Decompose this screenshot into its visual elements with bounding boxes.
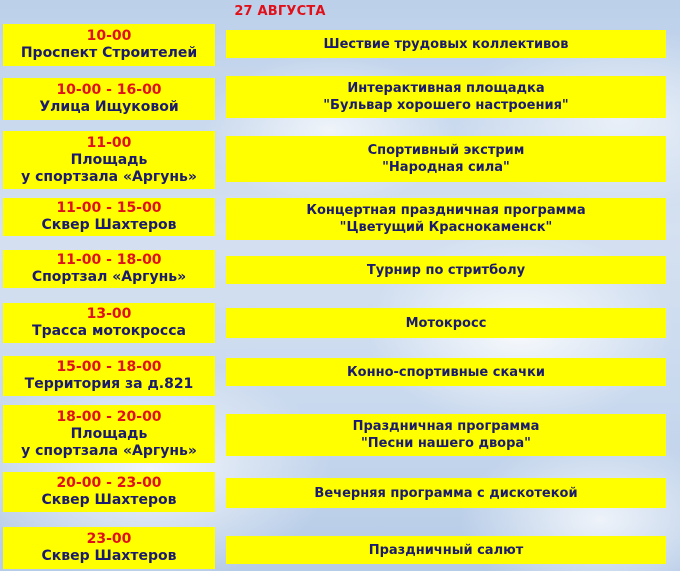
time-7: 15-00 - 18-00	[56, 359, 162, 375]
schedule-event-7	[226, 358, 666, 386]
event-9-line-1: Вечерняя программа с дискотекой	[314, 485, 578, 501]
schedule-event-1	[226, 30, 666, 58]
date-heading: 27 АВГУСТА	[234, 4, 326, 19]
place-8-line-1: Площадь	[70, 425, 148, 442]
time-6: 13-00	[86, 306, 132, 322]
place-6-line-1: Трасса мотокросса	[32, 323, 186, 339]
event-3-line-2: "Народная сила"	[382, 160, 510, 175]
place-3-line-2: у спортзала «Аргунь»	[21, 168, 197, 185]
time-5: 11-00 - 18-00	[56, 252, 162, 268]
place-2-line-1: Улица Ищуковой	[39, 99, 179, 115]
event-4-line-2: "Цветущий Краснокаменск"	[339, 220, 553, 235]
schedule-event-3	[226, 136, 666, 182]
event-6-line-1: Мотокросс	[405, 315, 487, 331]
schedule-event-5	[226, 256, 666, 284]
schedule-event-10	[226, 536, 666, 564]
place-7-line-1: Территория за д.821	[24, 376, 194, 392]
schedule-time-place-4	[3, 198, 215, 236]
event-4-line-1: Концертная праздничная программа	[306, 203, 586, 218]
schedule-time-place-5	[3, 250, 215, 288]
event-10-line-1: Праздничный салют	[368, 542, 524, 558]
schedule-event-6	[226, 308, 666, 338]
time-1: 10-00	[86, 28, 132, 44]
place-1-line-1: Проспект Строителей	[20, 45, 198, 61]
schedule-event-2	[226, 76, 666, 118]
event-8-line-1: Праздничная программа	[352, 419, 540, 434]
place-4-line-1: Сквер Шахтеров	[41, 217, 177, 233]
event-2-line-1: Интерактивная площадка	[347, 81, 545, 96]
event-7-line-1: Конно-спортивные скачки	[347, 364, 545, 380]
schedule-time-place-2	[3, 78, 215, 120]
time-10: 23-00	[86, 531, 132, 547]
schedule-event-8	[226, 414, 666, 456]
schedule-event-9	[226, 478, 666, 508]
place-5-line-1: Спортзал «Аргунь»	[31, 269, 187, 285]
event-1-line-1: Шествие трудовых коллективов	[323, 36, 569, 52]
schedule-time-place-3	[3, 131, 215, 189]
schedule-time-place-9	[3, 472, 215, 512]
event-8-line-2: "Песни нашего двора"	[361, 436, 531, 451]
time-8: 18-00 - 20-00	[56, 408, 162, 425]
place-9-line-1: Сквер Шахтеров	[41, 492, 177, 508]
time-3: 11-00	[86, 134, 132, 151]
place-10-line-1: Сквер Шахтеров	[41, 548, 177, 564]
schedule-time-place-6	[3, 303, 215, 343]
schedule-event-4	[226, 198, 666, 240]
time-2: 10-00 - 16-00	[56, 82, 162, 98]
time-9: 20-00 - 23-00	[56, 475, 162, 491]
event-3-line-1: Спортивный экстрим	[367, 143, 525, 158]
event-2-line-2: "Бульвар хорошего настроения"	[323, 98, 569, 113]
place-8-line-2: у спортзала «Аргунь»	[21, 442, 197, 459]
schedule-time-place-10	[3, 527, 215, 569]
schedule-time-place-8	[3, 405, 215, 463]
event-5-line-1: Турнир по стритболу	[366, 262, 526, 278]
page-title	[0, 4, 680, 19]
schedule-time-place-7	[3, 356, 215, 396]
schedule-time-place-1	[3, 24, 215, 66]
time-4: 11-00 - 15-00	[56, 200, 162, 216]
place-3-line-1: Площадь	[70, 151, 148, 168]
